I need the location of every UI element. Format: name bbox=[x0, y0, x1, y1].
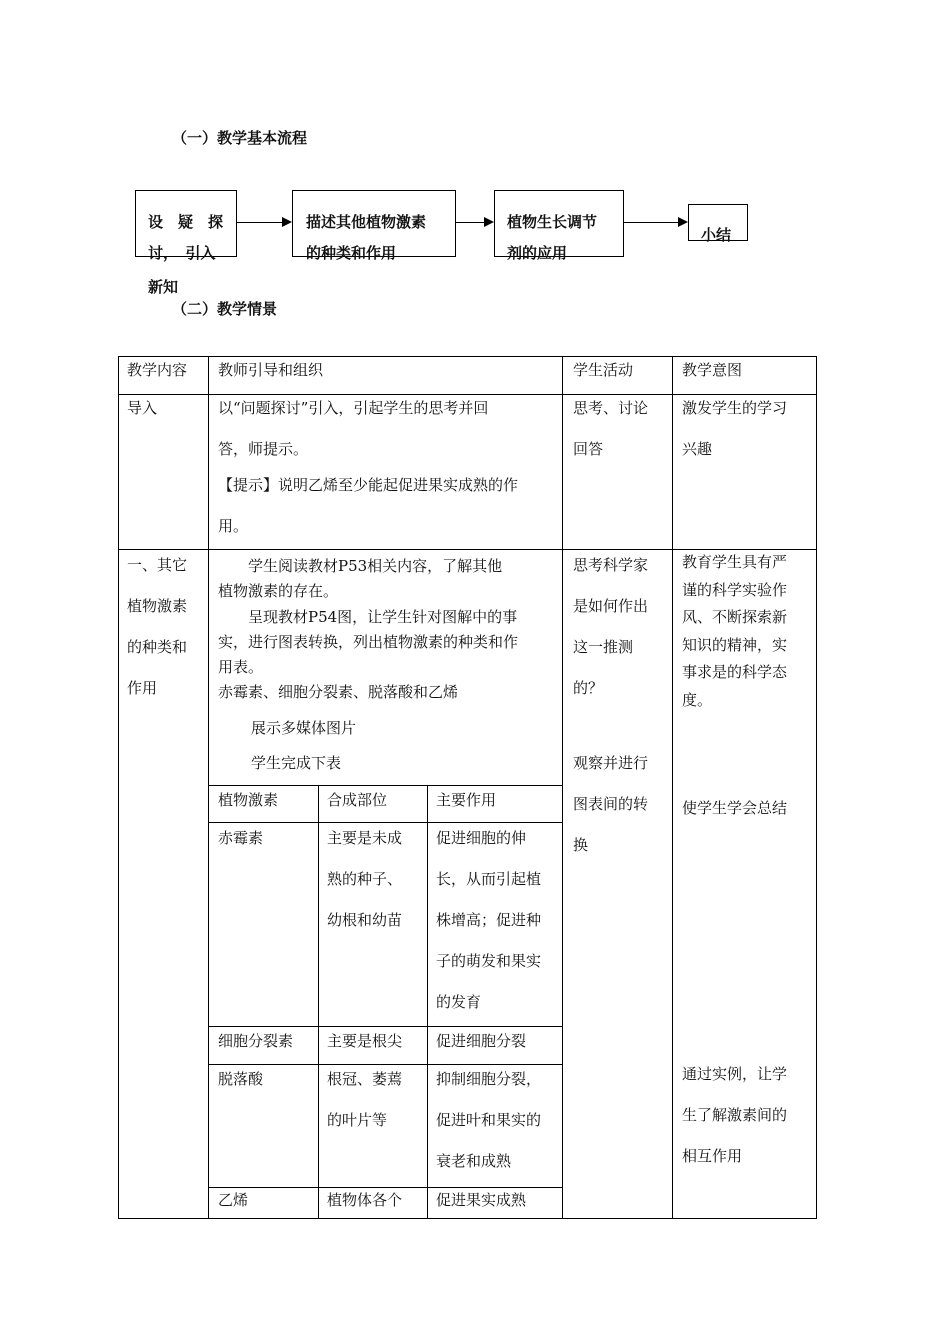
row2-student-line1: 思考科学家 bbox=[573, 556, 649, 574]
inner-r3-site-1: 根冠、萎蔫 bbox=[327, 1070, 403, 1088]
flow-box-hormones-line1: 描述其他植物激素 bbox=[306, 213, 427, 231]
header-content: 教学内容 bbox=[127, 361, 188, 379]
row2-teacher-p2-line1: 呈现教材P54图，让学生针对图解中的事 bbox=[218, 608, 518, 626]
row2-student-line3: 这一推测 bbox=[573, 638, 634, 656]
flow-box-summary-label: 小结 bbox=[701, 226, 732, 244]
flow-box-intro-line1: 设 疑 探 bbox=[148, 213, 224, 231]
inner-r1-effect-5: 的发育 bbox=[436, 993, 482, 1011]
row1-teacher-line1: 以“问题探讨”引入，引起学生的思考并回 bbox=[218, 399, 489, 417]
row2-intent-p1-line2: 谨的科学实验作 bbox=[682, 581, 788, 599]
row2-student-line4: 的？ bbox=[573, 679, 604, 697]
inner-r3-name: 脱落酸 bbox=[218, 1070, 264, 1088]
row2-student2-line2: 图表间的转 bbox=[573, 795, 649, 813]
inner-r1-effect-2: 长，从而引起植 bbox=[436, 870, 542, 888]
inner-r1-effect-4: 子的萌发和果实 bbox=[436, 952, 542, 970]
inner-r1-site-1: 主要是未成 bbox=[327, 829, 403, 847]
row1-student-line2: 回答 bbox=[573, 440, 604, 458]
inner-r1-effect-3: 株增高；促进种 bbox=[436, 911, 542, 929]
row2-content-line2: 植物激素 bbox=[127, 597, 188, 615]
flow-box-intro-line3: 新知 bbox=[148, 278, 179, 296]
row1-teacher-line2: 答，师提示。 bbox=[218, 440, 309, 458]
flow-arrow-2 bbox=[456, 222, 492, 223]
inner-r4-name: 乙烯 bbox=[218, 1191, 249, 1209]
inner-r3-site-2: 的叶片等 bbox=[327, 1111, 388, 1129]
row2-intent-p1-line3: 风、不断探索新 bbox=[682, 608, 788, 626]
row1-teacher-line4: 用。 bbox=[218, 517, 249, 535]
row2-intent-p1-line6: 度。 bbox=[682, 691, 713, 709]
inner-r3-effect-2: 促进叶和果实的 bbox=[436, 1111, 542, 1129]
row1-student-line1: 思考、讨论 bbox=[573, 399, 649, 417]
row2-teacher-p2-line2: 实，进行图表转换，列出植物激素的种类和作 bbox=[218, 633, 519, 651]
row2-student2-line3: 换 bbox=[573, 836, 589, 854]
inner-r1-site-2: 熟的种子、 bbox=[327, 870, 403, 888]
inner-r3-effect-3: 衰老和成熟 bbox=[436, 1152, 512, 1170]
flow-arrow-3 bbox=[624, 222, 686, 223]
row2-intent-p1-line5: 事求是的科学态 bbox=[682, 663, 788, 681]
flow-arrow-1 bbox=[237, 222, 290, 223]
header-intent: 教学意图 bbox=[682, 361, 743, 379]
inner-header-effect: 主要作用 bbox=[436, 791, 497, 809]
row2-intent-p3-line3: 相互作用 bbox=[682, 1147, 743, 1165]
row1-teacher-line3: 【提示】说明乙烯至少能起促进果实成熟的作 bbox=[218, 476, 519, 494]
inner-r4-site: 植物体各个 bbox=[327, 1191, 403, 1209]
row2-teacher-p1-line1: 学生阅读教材P53相关内容，了解其他 bbox=[218, 557, 503, 575]
inner-r2-site: 主要是根尖 bbox=[327, 1032, 403, 1050]
row1-intent-line2: 兴趣 bbox=[682, 440, 713, 458]
header-student: 学生活动 bbox=[573, 361, 634, 379]
row2-intent-p3-line2: 生了解激素间的 bbox=[682, 1106, 788, 1124]
row2-content-line4: 作用 bbox=[127, 679, 158, 697]
row2-intent-p1-line1: 教育学生具有严 bbox=[682, 553, 788, 571]
flow-box-hormones-line2: 的种类和作用 bbox=[306, 244, 397, 262]
row2-student2-line1: 观察并进行 bbox=[573, 754, 649, 772]
row2-intent-p1-line4: 知识的精神，实 bbox=[682, 636, 788, 654]
row2-intent-p3-line1: 通过实例，让学 bbox=[682, 1065, 788, 1083]
flow-box-intro-line2: 讨， 引入 bbox=[148, 244, 216, 262]
section2-title: （二）教学情景 bbox=[172, 300, 278, 318]
flow-box-regulators-line1: 植物生长调节 bbox=[507, 213, 598, 231]
flow-box-regulators-line2: 剂的应用 bbox=[507, 244, 568, 262]
inner-r1-name: 赤霉素 bbox=[218, 829, 264, 847]
inner-r2-effect: 促进细胞分裂 bbox=[436, 1032, 527, 1050]
row2-intent-p2: 使学生学会总结 bbox=[682, 799, 788, 817]
row2-teacher-p1-line2: 植物激素的存在。 bbox=[218, 582, 339, 600]
row2-content-line1: 一、其它 bbox=[127, 556, 188, 574]
inner-header-hormone: 植物激素 bbox=[218, 791, 279, 809]
row2-teacher-p2-line3: 用表。 bbox=[218, 658, 264, 676]
row1-content: 导入 bbox=[127, 399, 158, 417]
inner-r1-effect-1: 促进细胞的伸 bbox=[436, 829, 527, 847]
inner-r3-effect-1: 抑制细胞分裂， bbox=[436, 1070, 542, 1088]
row1-intent-line1: 激发学生的学习 bbox=[682, 399, 788, 417]
row2-student-line2: 是如何作出 bbox=[573, 597, 649, 615]
section1-title: （一）教学基本流程 bbox=[172, 129, 308, 147]
row2-content-line3: 的种类和 bbox=[127, 638, 188, 656]
header-teacher: 教师引导和组织 bbox=[218, 361, 324, 379]
row2-teacher-task: 学生完成下表 bbox=[251, 754, 342, 772]
inner-header-site: 合成部位 bbox=[327, 791, 388, 809]
inner-r2-name: 细胞分裂素 bbox=[218, 1032, 294, 1050]
row2-teacher-media: 展示多媒体图片 bbox=[251, 719, 357, 737]
inner-r4-effect: 促进果实成熟 bbox=[436, 1191, 527, 1209]
inner-r1-site-3: 幼根和幼苗 bbox=[327, 911, 403, 929]
row2-teacher-list: 赤霉素、细胞分裂素、脱落酸和乙烯 bbox=[218, 683, 459, 701]
